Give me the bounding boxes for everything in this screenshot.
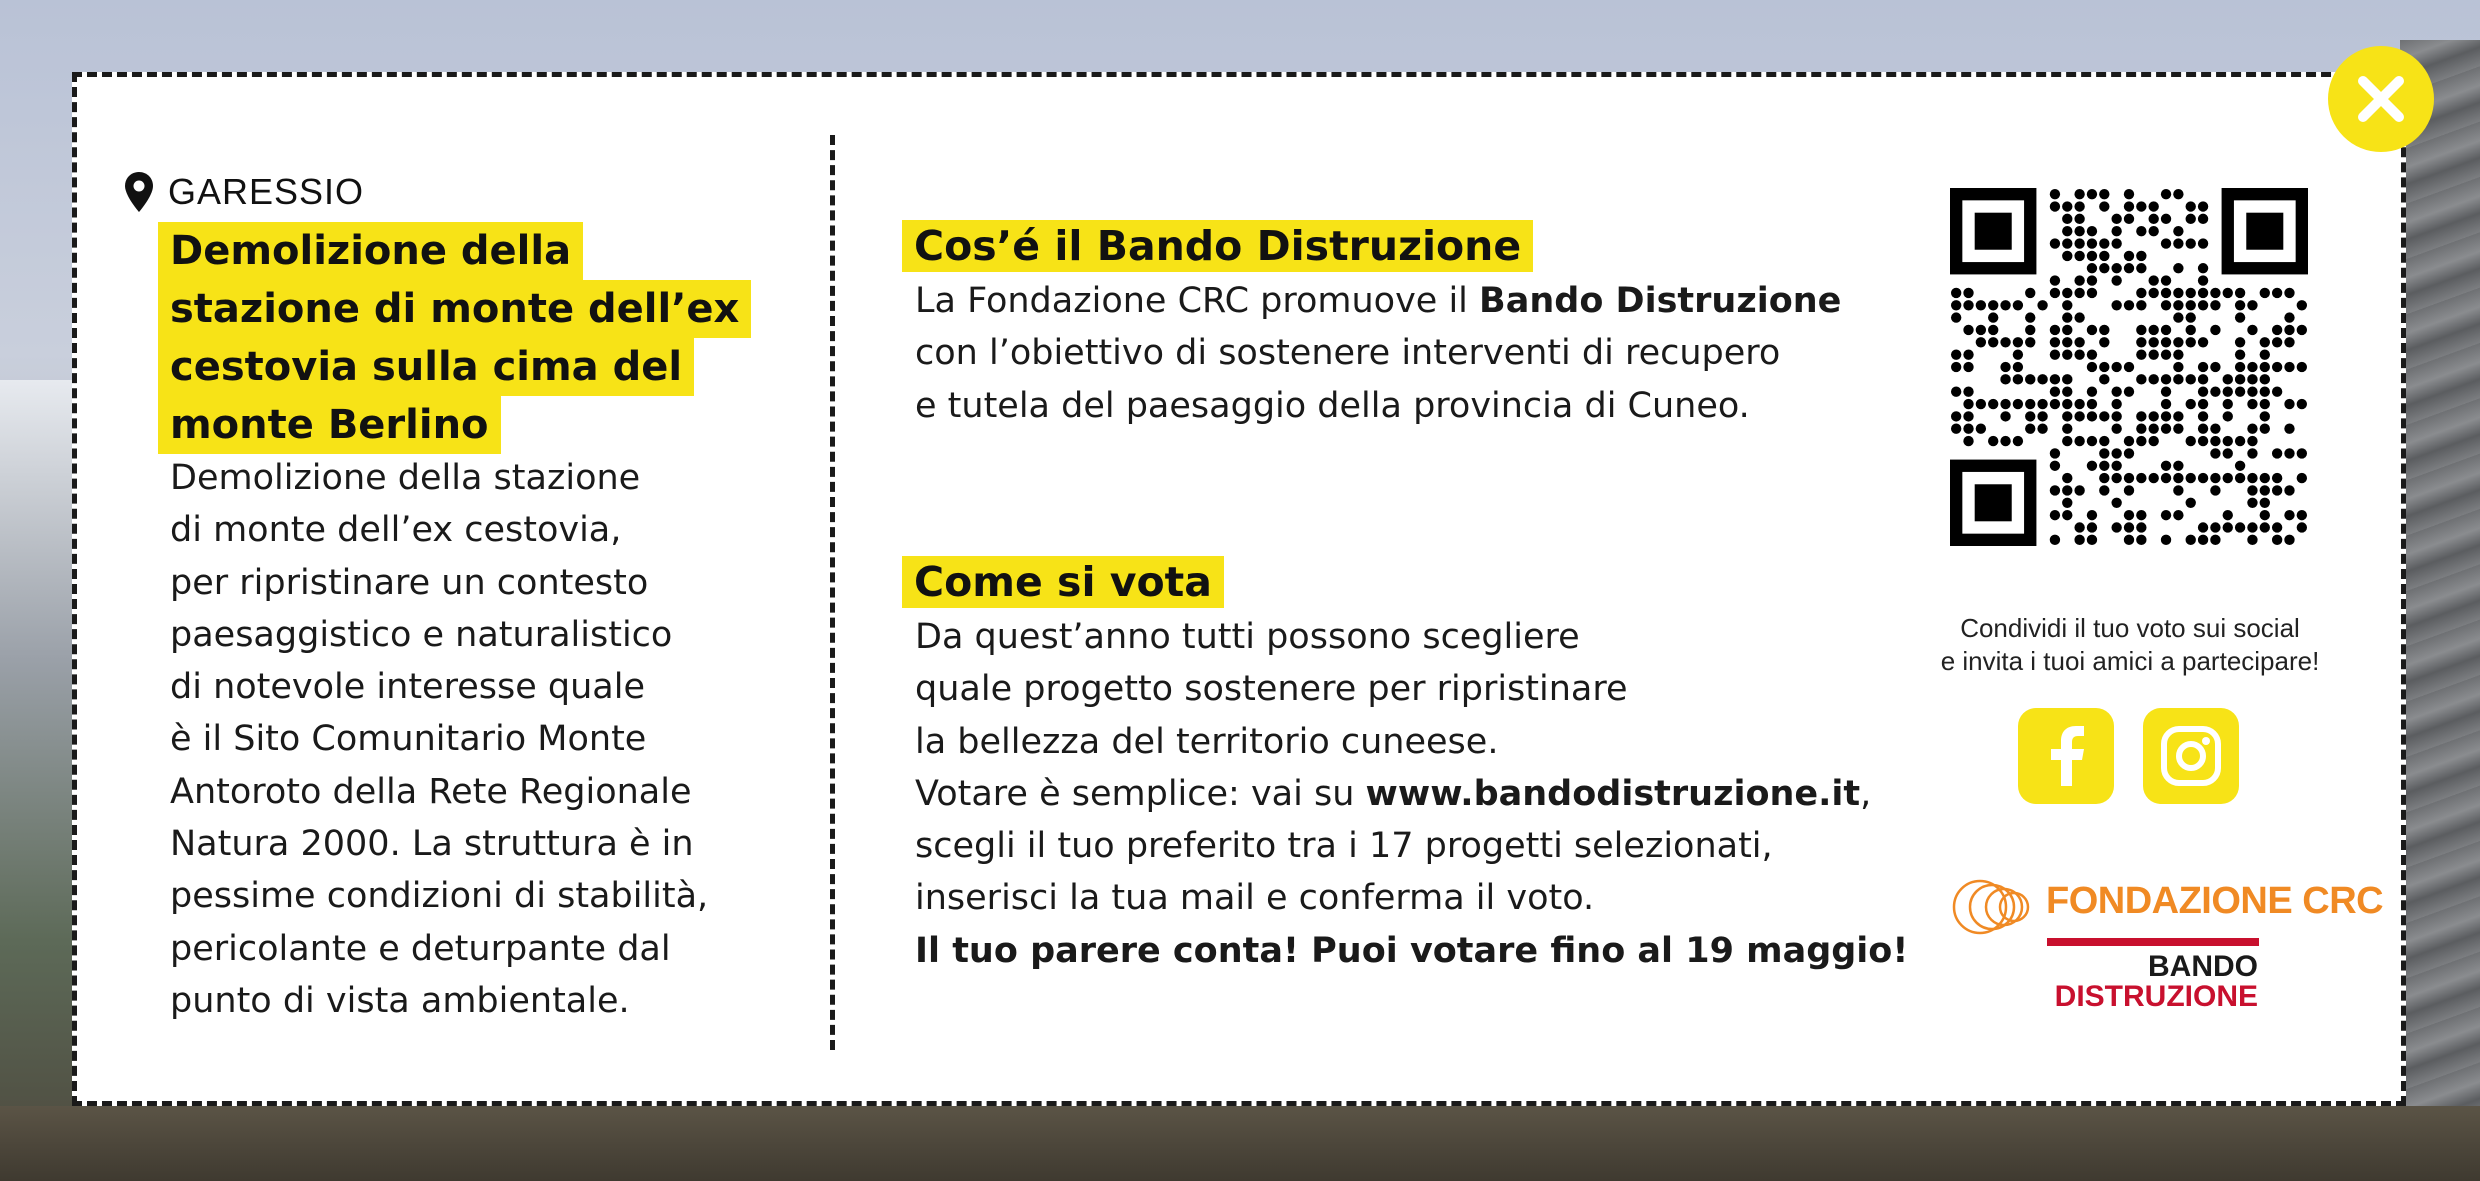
vote-deadline: Il tuo parere conta! Puoi votare fino al 19 maggio!	[915, 930, 1909, 971]
vote-website-link[interactable]: www.bandodistruzione.it	[1365, 773, 1861, 814]
project-title	[158, 222, 751, 454]
vote-line-text: Votare è semplice: vai su	[915, 773, 1366, 814]
facebook-icon	[2042, 726, 2090, 786]
background-bottom	[0, 1106, 2480, 1181]
vote-line-text: ,	[1860, 773, 1872, 814]
about-line-bold: Bando Distruzione	[1479, 281, 1842, 321]
about-line	[915, 275, 1841, 327]
description-line: pericolante e deturpante dal	[170, 928, 671, 969]
background-right	[2400, 40, 2480, 1181]
facebook-button[interactable]	[2018, 708, 2114, 804]
about-line: con l’obiettivo di sostenere interventi di recupero	[915, 333, 1781, 374]
vote-line-bold	[915, 925, 1908, 977]
logo-distruzione: DISTRUZIONE	[2054, 980, 2258, 1013]
project-location	[124, 170, 364, 214]
location-label: GARESSIO	[168, 171, 365, 212]
about-section-title	[902, 220, 1533, 272]
logo-rings-icon	[1950, 876, 2060, 938]
vote-text	[915, 611, 1908, 977]
description-line: per ripristinare un contesto	[170, 562, 649, 603]
logo-name: FONDAZIONE CRC	[2046, 880, 2384, 922]
description-line: di notevole interesse quale	[170, 667, 645, 708]
description-line: pessime condizioni di stabilità,	[170, 876, 709, 917]
vote-line: inserisci la tua mail e conferma il voto.	[915, 878, 1595, 919]
instagram-icon	[2160, 725, 2222, 787]
share-text	[1920, 612, 2340, 678]
vote-line: quale progetto sostenere per ripristinare	[915, 669, 1628, 710]
project-title-line: Demolizione della	[158, 222, 583, 280]
description-line: paesaggistico e naturalistico	[170, 614, 673, 655]
qr-code[interactable]	[1950, 188, 2308, 546]
about-line: e tutela del paesaggio della provincia di Cuneo.	[915, 385, 1750, 426]
vote-section-title	[902, 556, 1224, 608]
fondazione-crc-logo	[1950, 872, 2384, 1022]
project-description	[170, 452, 790, 1027]
map-pin-icon	[124, 171, 154, 213]
description-line: di monte dell’ex cestovia,	[170, 510, 622, 551]
project-title-line: stazione di monte dell’ex	[158, 280, 751, 338]
description-line: Antoroto della Rete Regionale	[170, 771, 692, 812]
project-title-line: monte Berlino	[158, 396, 501, 454]
vote-title: Come si vota	[902, 556, 1224, 608]
description-line: punto di vista ambientale.	[170, 980, 630, 1021]
vote-line: la bellezza del territorio cuneese.	[915, 721, 1499, 762]
share-line: e invita i tuoi amici a partecipare!	[1940, 646, 2320, 676]
vote-line	[915, 768, 1908, 820]
description-line: Demolizione della stazione	[170, 458, 641, 498]
about-text	[915, 275, 1841, 432]
about-line-text: La Fondazione CRC promuove il	[915, 281, 1480, 321]
vote-line: scegli il tuo preferito tra i 17 progetti selezionati,	[915, 826, 1773, 867]
project-title-line: cestovia sulla cima del	[158, 338, 694, 396]
share-line: Condividi il tuo voto sui social	[1960, 613, 2300, 643]
card-divider	[830, 135, 835, 1050]
description-line: Natura 2000. La struttura è in	[170, 824, 694, 865]
vote-line: Da quest’anno tutti possono scegliere	[915, 617, 1580, 657]
about-title: Cos’é il Bando Distruzione	[902, 220, 1533, 272]
logo-bar	[2047, 938, 2259, 946]
description-line: è il Sito Comunitario Monte	[170, 719, 647, 760]
close-icon	[2353, 71, 2409, 127]
instagram-button[interactable]	[2143, 708, 2239, 804]
logo-bando: BANDO	[2148, 950, 2258, 983]
close-button[interactable]	[2328, 46, 2434, 152]
